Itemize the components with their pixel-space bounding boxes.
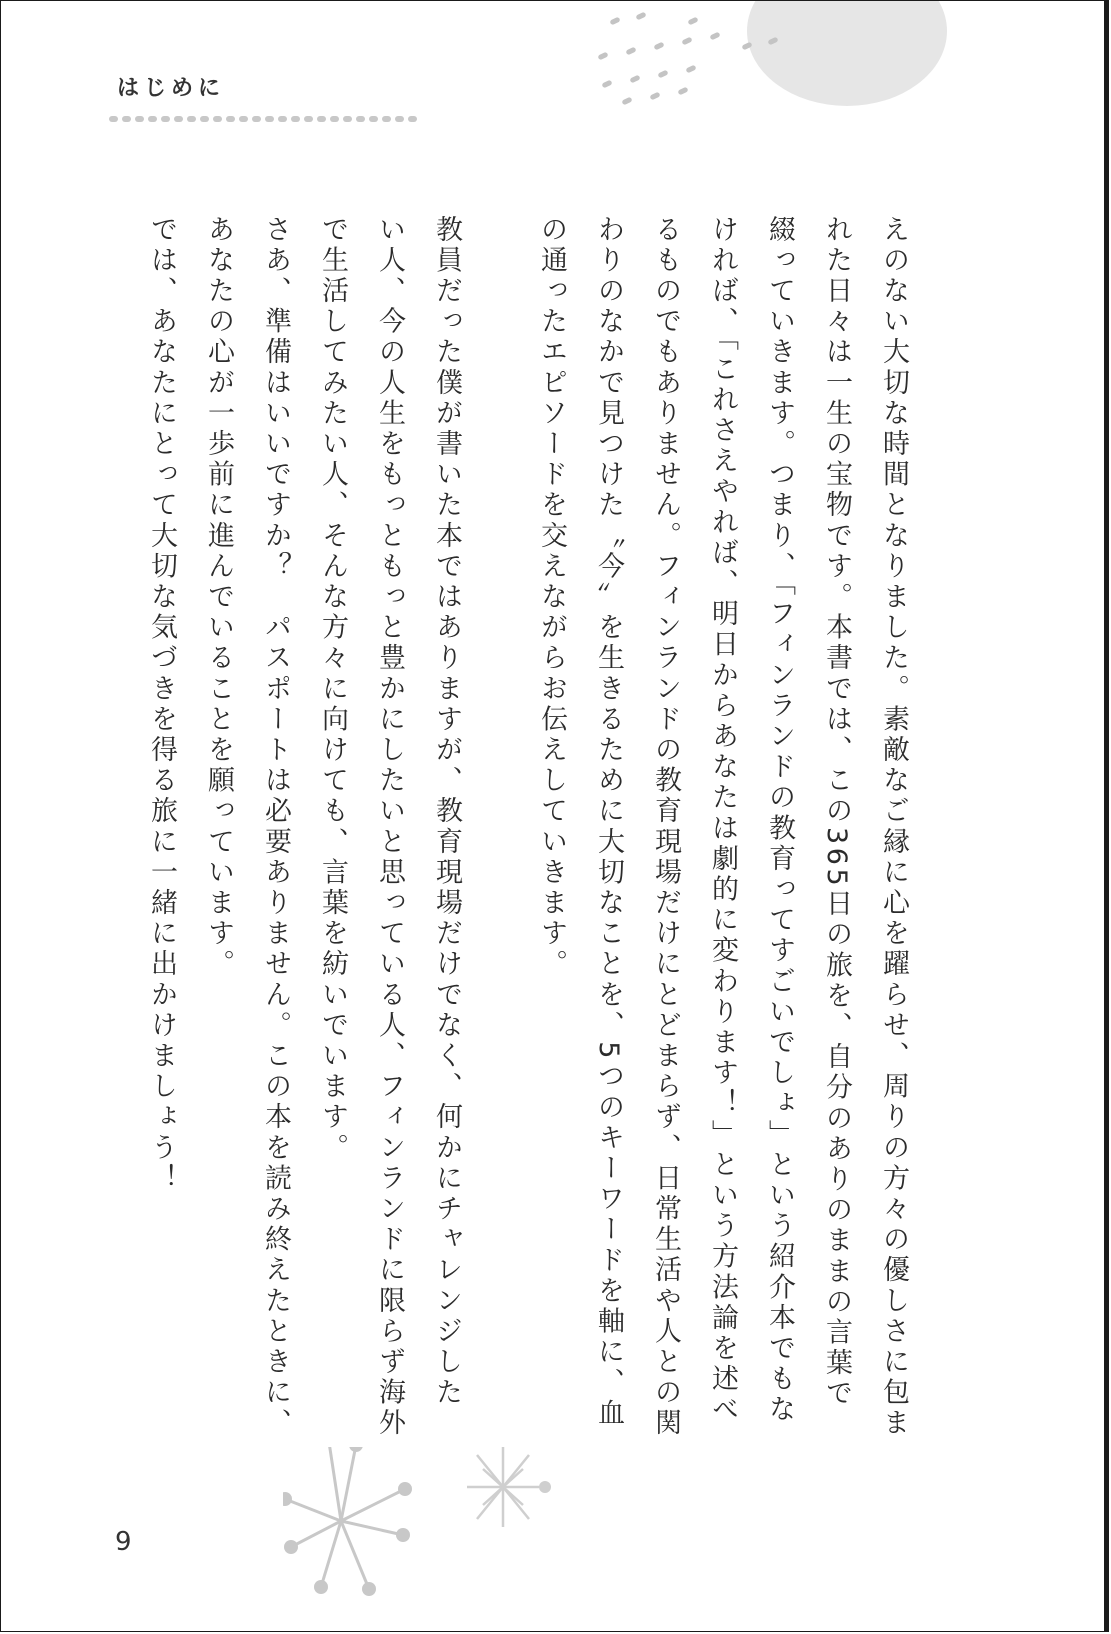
top-dots-decoration bbox=[597, 1, 977, 121]
text-line: 教員だった僕が書いた本ではありますが、教育現場だけでなく、何かにチャレンジした bbox=[431, 215, 462, 1409]
text-line: い人、今の人生をもっともっと豊かにしたいと思っている人、フィンランドに限らず海外 bbox=[374, 215, 405, 1439]
small-snowflake-icon bbox=[467, 1447, 551, 1527]
text-line: さあ、準備はいいですか？ パスポートは必要ありません。この本を読み終えたときに、 bbox=[260, 215, 291, 1439]
title-dotted-underline bbox=[109, 115, 421, 123]
text-line: では、あなたにとって大切な気づきを得る旅に一緒に出かけましょう！ bbox=[146, 215, 177, 1195]
text-line: わりのなかで見つけた〝今〟を生きるために大切なことを、5つのキーワードを軸に、血 bbox=[593, 215, 624, 1430]
text-line: えのない大切な時間となりました。素敵なご縁に心を躍らせ、周りの方々の優しさに包ま bbox=[878, 215, 909, 1439]
text-line: で生活してみたい人、そんな方々に向けても、言葉を紡いでいます。 bbox=[317, 215, 348, 1164]
large-snowflake-icon bbox=[283, 1447, 412, 1596]
text-line: るものでもありません。フィンランドの教育現場だけにとどまらず、日常生活や人との関 bbox=[650, 215, 681, 1439]
section-title: はじめに bbox=[117, 76, 226, 101]
page-number: 9 bbox=[115, 1527, 132, 1557]
paragraph-gap bbox=[475, 215, 523, 1445]
text-line: の通ったエピソードを交えながらお伝えしていきます。 bbox=[536, 215, 567, 980]
body-text bbox=[133, 215, 922, 1445]
snowflake-decoration bbox=[283, 1447, 603, 1607]
text-line: 綴っていきます。つまり、「フィンランドの教育ってすごいでしょ」という紹介本でもな bbox=[764, 215, 795, 1426]
text-line: れた日々は一生の宝物です。本書では、この365日の旅を、自分のありのままの言葉で bbox=[821, 215, 852, 1410]
text-line: あなたの心が一歩前に進んでいることを願っています。 bbox=[203, 215, 234, 980]
page-edge bbox=[1104, 1, 1108, 1631]
gray-blob-shape bbox=[747, 1, 947, 106]
text-line: ければ、「これさえやれば、明日からあなたは劇的に変わります！」という方法論を述べ bbox=[707, 215, 738, 1426]
